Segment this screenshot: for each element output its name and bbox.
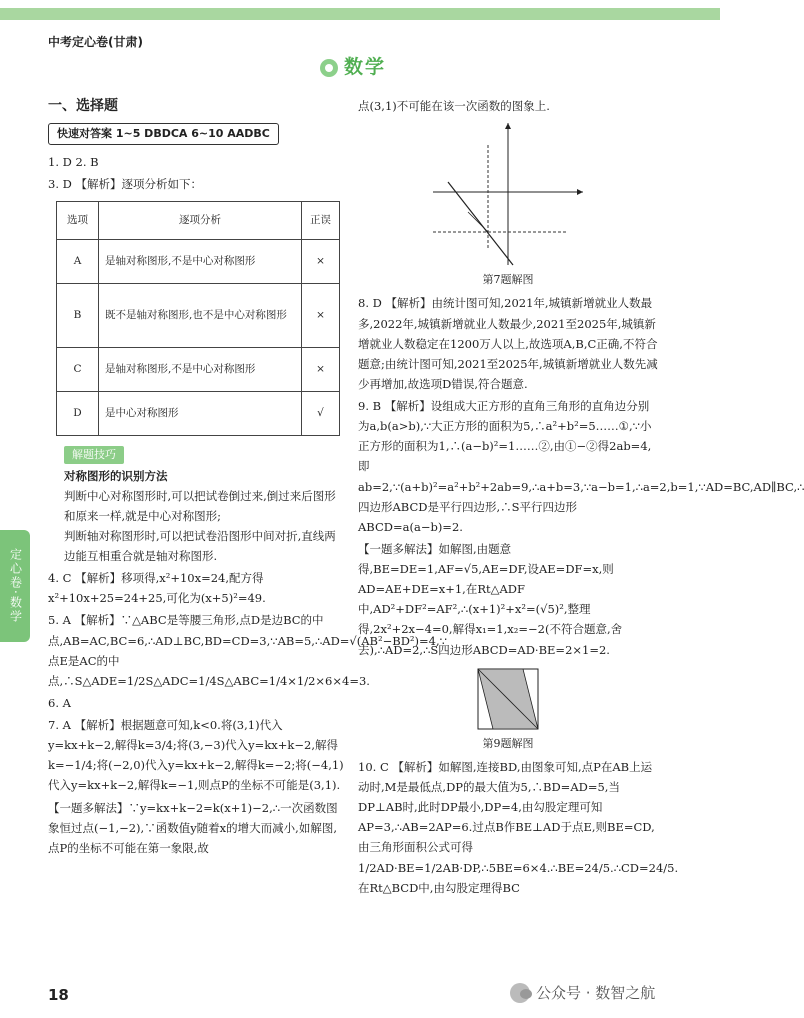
subject-heading <box>318 54 408 82</box>
table-row <box>57 347 340 391</box>
tip-line: 判断中心对称图形时,可以把试卷倒过来,倒过来后图形和原来一样,就是中心对称图形; <box>64 488 336 523</box>
watermark-text: 公众号 · 数智之航 <box>536 984 656 1002</box>
answer-1-2: 1. D 2. B <box>48 154 99 169</box>
page-number: 18 <box>48 986 69 1004</box>
tip-title: 对称图形的识别方法 <box>64 468 168 483</box>
header-title: 中考定心卷(甘肃) <box>48 35 143 49</box>
top-color-bar <box>0 8 720 20</box>
figure-7 <box>358 120 658 289</box>
answer-6: 6. A <box>48 695 71 710</box>
section-title: 一、选择题 <box>48 98 118 114</box>
right-column <box>358 94 804 898</box>
left-column <box>48 94 447 858</box>
side-tab: 定心卷·数学 <box>0 530 30 642</box>
coordinate-graph <box>428 120 588 270</box>
wechat-icon <box>510 983 530 1003</box>
answer-7-continued: 点(3,1)不可能在该一次函数的图象上. <box>358 99 550 113</box>
table-cell: 是轴对称图形,不是中心对称图形 <box>99 239 302 283</box>
table-cell: 既不是轴对称图形,也不是中心对称图形 <box>99 283 302 347</box>
answer-7: 7. A 【解析】根据题意可知,k<0.将(3,1)代入y=kx+k−2,解得k=3/4;将(3,−3)代入y=kx+k−2,解得k=−1/4;将(−2,0)代入y=kx+k−2,解得k=−2;将(−4,1)代入y=kx+k−2,解得k=−1,则点P的坐标不可能是(3,1). <box>48 718 344 793</box>
table-cell: × <box>302 347 340 391</box>
answer-10: 10. C 【解析】如解图,连接BD,由图象可知,点P在AB上运动时,M是最低点,DP的最大值为5,∴BD=AD=5,当DP⊥AB时,此时DP最小,DP=4,由勾股定理可知AP=3,∴AB=2AP=6.过点B作BE⊥AD于点E,则BE=CD,由三角形面积公式可得1/2AD·BE=1/2AB·DP,∴5BE=6×4.∴BE=24/5.∴CD=24/5.在Rt△BCD中,由勾股定理得BC <box>358 759 679 895</box>
figure-9-caption: 第9题解图 <box>482 736 534 750</box>
answer-4: 4. C 【解析】移项得,x²+10x=24,配方得 x²+10x+25=24+25,可化为(x+5)²=49. <box>48 571 266 606</box>
answer-7-extra: 【一题多解法】∵y=kx+k−2=k(x+1)−2,∴一次函数图象恒过点(−1,−2),∵函数值y随着x的增大而减小,如解图,点P的坐标不可能在第一象限,故 <box>48 800 338 855</box>
quick-answers: 快速对答案 1~5 DBDCA 6~10 AADBC <box>48 123 279 145</box>
table-cell: 是轴对称图形,不是中心对称图形 <box>99 347 302 391</box>
answer-8: 8. D 【解析】由统计图可知,2021年,城镇新增就业人数最多,2022年,城镇新增就业人数最少,2021至2025年,城镇新增就业人数稳定在1200万人以上,故选项A,B,C正确,不符合题意;由统计图可知,2021至2025年,城镇新增就业人数先减少再增加,故选项D错误,符合题意. <box>358 296 658 391</box>
table-cell: × <box>302 239 340 283</box>
table-header-cell: 选项 <box>57 201 99 239</box>
tip-line: 判断轴对称图形时,可以把试卷沿图形中间对折,直线两边能互相重合就是轴对称图形. <box>64 528 336 563</box>
tip-badge: 解题技巧 <box>64 446 124 464</box>
table-row <box>57 283 340 347</box>
figure-9 <box>358 664 658 753</box>
table-header-row <box>57 201 340 239</box>
table-row <box>57 391 340 435</box>
table-header-cell: 逐项分析 <box>99 201 302 239</box>
table-header-cell: 正误 <box>302 201 340 239</box>
square-diagram <box>473 664 543 734</box>
table-cell: √ <box>302 391 340 435</box>
table-cell: 是中心对称图形 <box>99 391 302 435</box>
table-row <box>57 239 340 283</box>
answer-3: 3. D 【解析】逐项分析如下： <box>48 176 203 191</box>
analysis-table <box>56 201 340 436</box>
watermark <box>510 980 655 1006</box>
table-cell: B <box>57 283 99 347</box>
table-cell: D <box>57 391 99 435</box>
table-cell: C <box>57 347 99 391</box>
subject-title: 数学 <box>344 56 387 79</box>
table-cell: A <box>57 239 99 283</box>
answer-9-extra: 【一题多解法】如解图,由题意得,BE=DE=1,AF=√5,AE=DF,设AE=DF=x,则AD=AE+DE=x+1,在Rt△ADF中,AD²+DF²=AF²,∴(x+1)²+x²=(√5)²,整理得,2x²+2x−4=0,解得x₁=1,x₂=−2(不符合题意,舍去),∴AD=2,∴S四边形ABCD=AD·BE=2×1=2. <box>358 541 623 657</box>
figure-7-caption: 第7题解图 <box>482 273 534 287</box>
table-cell: × <box>302 283 340 347</box>
answer-5: 5. A 【解析】∵△ABC是等腰三角形,点D是边BC的中点,AB=AC,BC=6,∴AD⊥BC,BD=CD=3,∵AB=5,∴AD=√(AB²−BD²)=4,∵点E是AC的中点,∴S△ADE=1/2S△ADC=1/4S△ABC=1/4×1/2×6×4=3. <box>48 613 447 688</box>
flower-icon <box>318 57 340 79</box>
answer-9: 9. B 【解析】设组成大正方形的直角三角形的直角边分别为a,b(a>b),∵大正方形的面积为5,∴a²+b²=5……①,∵小正方形的面积为1,∴(a−b)²=1……②,由①−②得2ab=4,即ab=2,∵(a+b)²=a²+b²+2ab=9,∴a+b=3,∵a−b=1,∴a=2,b=1,∵AD=BC,AD∥BC,∴四边形ABCD是平行四边形,∴S平行四边形ABCD=a(a−b)=2. <box>358 399 804 534</box>
